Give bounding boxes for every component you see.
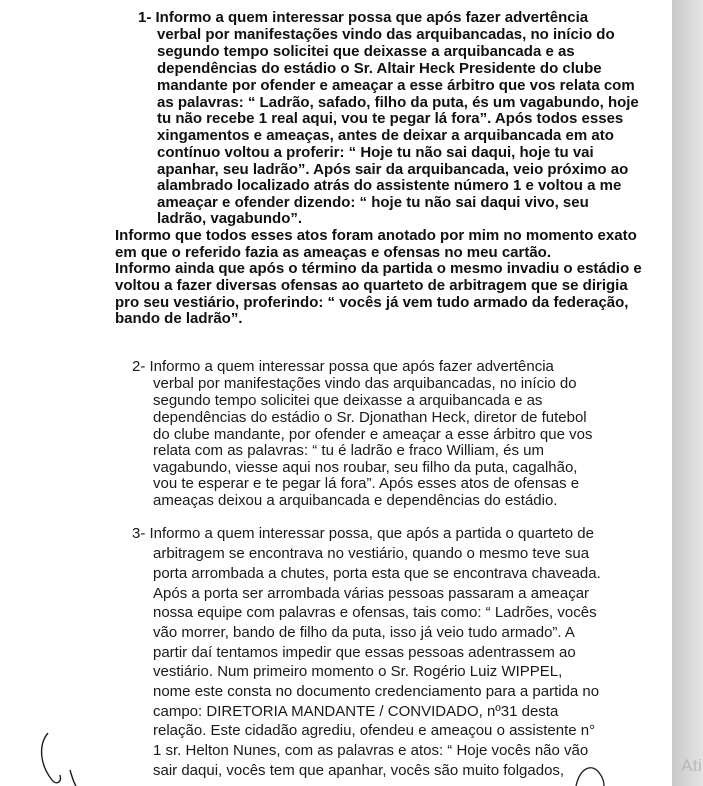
text-line: segundo tempo solicitei que deixasse a arquibancada e as [153, 392, 543, 409]
text-line: 3- Informo a quem interessar possa, que após a partida o quarteto de [132, 525, 594, 542]
text-line: 1 sr. Helton Nunes, com as palavras e atos: “ Hoje vocês não vão [153, 742, 589, 759]
text-line: contínuo voltou a proferir: “ Hoje tu não sai daqui, hoje tu vai [157, 144, 594, 161]
text-line: 1- Informo a quem interessar possa que após fazer advertência [138, 9, 589, 26]
text-line: as palavras: “ Ladrão, safado, filho da puta, és um vagabundo, hoje [157, 94, 639, 111]
text-line: xingamentos e ameaças, antes de deixar a arquibancada em ato [157, 127, 614, 144]
text-line: ameaçar e ofender dizendo: “ hoje tu não sai daqui vivo, seu [157, 194, 589, 211]
text-line: nossa equipe com palavras e ofensas, tais como: “ Ladrões, vocês [153, 604, 597, 621]
text-line: ameaças deixou a arquibancada e dependências do estádio. [153, 492, 558, 509]
text-line: Informo ainda que após o término da partida o mesmo invadiu o estádio e [115, 260, 642, 277]
text-line: relata com as palavras: “ tu é ladrão e fraco William, és um [153, 442, 544, 459]
text-line: voltou a fazer diversas ofensas ao quarteto de arbitragem que se dirigia [115, 277, 628, 294]
text-line: bando de ladrão”. [115, 310, 243, 327]
signature-mark-left [30, 725, 90, 786]
text-line: alambrado localizado atrás do assistente número 1 e voltou a me [157, 177, 622, 194]
text-line: mandante por ofender e ameaçar a esse árbitro que vos relata com [157, 77, 635, 94]
text-line: verbal por manifestações vindo das arquibancadas, no início do [153, 375, 577, 392]
text-line: partir daí tentamos impedir que essas pessoas adentrassem ao [153, 644, 576, 661]
text-line: em que o referido fazia as ameaças e ofensas no meu cartão. [115, 244, 552, 261]
text-line: nome este consta no documento credenciamento para a partida no [153, 683, 600, 700]
text-line: vou te esperar e te pegar lá fora”. Após esses atos de ofensas e [153, 475, 580, 492]
text-line: 2- Informo a quem interessar possa que após fazer advertência [132, 358, 554, 375]
text-line: Informo que todos esses atos foram anotado por mim no momento exato [115, 227, 637, 244]
text-line: Após a porta ser arrombada várias pessoas passaram a ameaçar [153, 585, 590, 602]
text-line: porta arrombada a chutes, porta esta que se encontrava chaveada. [153, 565, 601, 582]
text-line: ladrão, vagabundo”. [157, 210, 303, 227]
text-line: vagabundo, viesse aqui nos roubar, seu filho da puta, cagalhão, [153, 459, 578, 476]
text-line: relação. Este cidadão agrediu, ofendeu e ameaçou o assistente n° [153, 722, 596, 739]
text-line: dependências do estádio o Sr. Djonathan Heck, diretor de futebol [153, 409, 587, 426]
text-line: pro seu vestiário, proferindo: “ vocês já vem tudo armado da federação, [115, 294, 629, 311]
text-line: vestiário. Num primeiro momento o Sr. Rogério Luiz WIPPEL, [153, 663, 563, 680]
text-line: apanhar, seu ladrão”. Após sair da arquibancada, veio próximo ao [157, 161, 629, 178]
text-line: arbitragem se encontrava no vestiário, quando o mesmo teve sua [153, 545, 590, 562]
text-line: tu não recebe 1 real aqui, vou te pegar lá fora”. Após todos esses [157, 110, 624, 127]
watermark-text: Ati [681, 756, 703, 775]
text-line: dependências do estádio o Sr. Altair Heck Presidente do clube [157, 60, 602, 77]
text-line: do clube mandante, por ofender e ameaçar a esse árbitro que vos [153, 426, 593, 443]
text-line: sair daqui, vocês tem que apanhar, vocês são muito folgados, [153, 762, 565, 779]
text-line: segundo tempo solicitei que deixasse a arquibancada e as [157, 43, 575, 60]
text-line: campo: DIRETORIA MANDANTE / CONVIDADO, nº31 desta [153, 703, 559, 720]
text-line: vão morrer, bando de filho da puta, isso já veio tudo armado”. A [153, 624, 575, 641]
signature-mark-right [570, 760, 610, 786]
viewer-gutter [672, 0, 703, 786]
text-line: verbal por manifestações vindo das arquibancadas, no início do [157, 26, 615, 43]
